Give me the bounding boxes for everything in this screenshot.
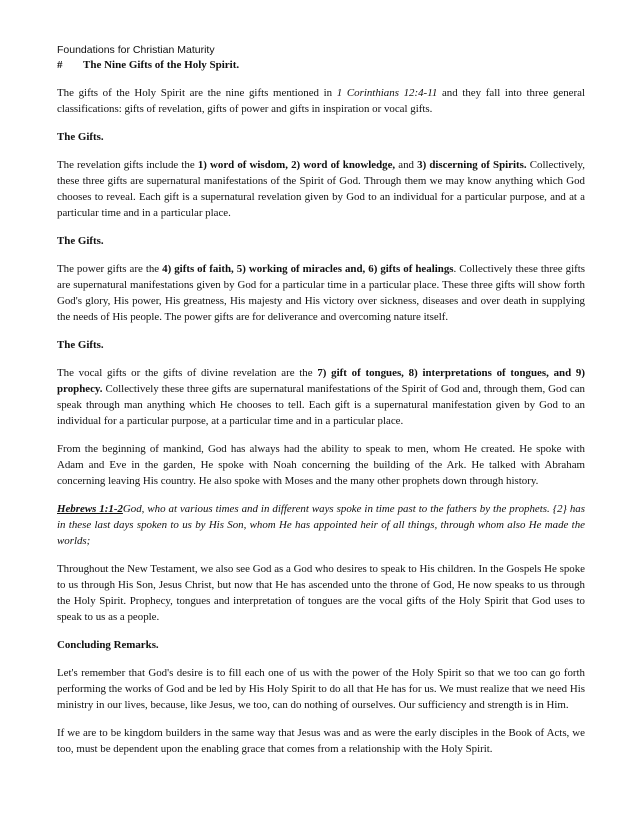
beginning-paragraph: From the beginning of mankind, God has always had the ability to speak to men, whom He created. He spoke with Adam and Eve in the garden, He spoke with Noah concerning the building of the Ark. He talked with Abraham concerning leaving His country. He also spoke with Moses and the many other prophets down through history. bbox=[57, 443, 585, 487]
vocal-text-a: The vocal gifts or the gifts of divine revelation are the bbox=[57, 367, 318, 379]
running-header: Foundations for Christian Maturity bbox=[57, 44, 215, 56]
section-heading-revelation: The Gifts. bbox=[57, 131, 104, 143]
power-gifts-list: 4) gifts of faith, 5) working of miracles and, 6) gifts of healings bbox=[162, 263, 454, 275]
hebrews-scripture-ref: Hebrews 1:1-2 bbox=[57, 503, 123, 515]
hebrews-quote bbox=[57, 501, 585, 549]
title-text: The Nine Gifts of the Holy Spirit. bbox=[83, 59, 240, 71]
power-paragraph bbox=[57, 261, 585, 325]
revelation-paragraph bbox=[57, 157, 585, 221]
hebrews-quote-text: God, who at various times and in different ways spoke in time past to the fathers by the prophets. {2} has in these last days spoken to us by His Son, whom He has appointed heir of all things, through whom also He made the worlds; bbox=[57, 503, 585, 547]
concluding-paragraph-1: Let's remember that God's desire is to fill each one of us with the power of the Holy Spirit so that we too can go forth performing the works of God and be led by His Holy Spirit to do all that He has for us. We must realize that we need His ministry in our lives, because, like Jesus, we too, can do nothing of ourselves. Our sufficiency and strength is in Him. bbox=[57, 667, 585, 711]
intro-text-a: The gifts of the Holy Spirit are the nine gifts mentioned in bbox=[57, 87, 337, 99]
intro-paragraph bbox=[57, 85, 585, 117]
document-title bbox=[57, 57, 585, 73]
revelation-gifts-list: 1) word of wisdom, 2) word of knowledge, bbox=[197, 159, 396, 171]
revelation-text-a: The revelation gifts include the bbox=[57, 159, 198, 171]
vocal-text-b: Collectively these three gifts are supernatural manifestations of the Spirit of God and, through them, God can speak through man anything which He chooses to tell. Each gift is a supernatural manifestation given by God to an individual for a particular purpose, at a particular time and in a particular place. bbox=[57, 383, 585, 427]
revelation-text-b: and bbox=[395, 159, 418, 171]
section-heading-vocal: The Gifts. bbox=[57, 339, 104, 351]
power-text-a: The power gifts are the bbox=[57, 263, 163, 275]
revelation-text-c: Collectively, these three gifts are supernatural manifestations of the Spirit of God. Through them we may know anything which God chooses to reveal. Each gift is a supernatural revelation given by God to an individual for a particular purpose, and at a particular time and in a particular place. bbox=[57, 159, 586, 219]
section-heading-power: The Gifts. bbox=[57, 235, 104, 247]
new-testament-paragraph: Throughout the New Testament, we also see God as a God who desires to speak to His children. In the Gospels He spoke to us through His Son, Jesus Christ, but now that He has ascended unto the throne of God, He now speaks to us through the Holy Spirit. Prophecy, tongues and interpretation of tongues are the vocal gifts of the Holy Spirit that God uses to speak to us as a people. bbox=[57, 563, 585, 623]
intro-scripture-ref: 1 Corinthians 12:4-11 bbox=[336, 87, 438, 99]
title-marker: # bbox=[57, 59, 63, 71]
concluding-paragraph-2: If we are to be kingdom builders in the same way that Jesus was and as were the early disciples in the Book of Acts, we too, must be dependent upon the enabling grace that comes from a relationship with the Holy Spirit. bbox=[57, 727, 585, 755]
section-heading-concluding: Concluding Remarks. bbox=[57, 639, 159, 651]
document-page bbox=[57, 44, 585, 769]
vocal-paragraph bbox=[57, 365, 585, 429]
revelation-gift-3: 3) discerning of Spirits. bbox=[417, 159, 527, 171]
power-text-b: . Collectively these three gifts are supernatural manifestations given by God for a particular time in a particular place. These three gifts will show forth God's glory, His power, His greatness, His majesty and His victory over sickness, diseases and over death in supplying the needs of His people. The power gifts are for deliverance and overcoming nature itself. bbox=[57, 263, 585, 323]
intro-text-b: and they fall into three general classifications: gifts of revelation, gifts of power and gifts in inspiration or vocal gifts. bbox=[57, 87, 586, 115]
vocal-gifts-list: 7) gift of tongues, 8) interpretations of tongues, and 9) prophecy. bbox=[57, 367, 585, 395]
